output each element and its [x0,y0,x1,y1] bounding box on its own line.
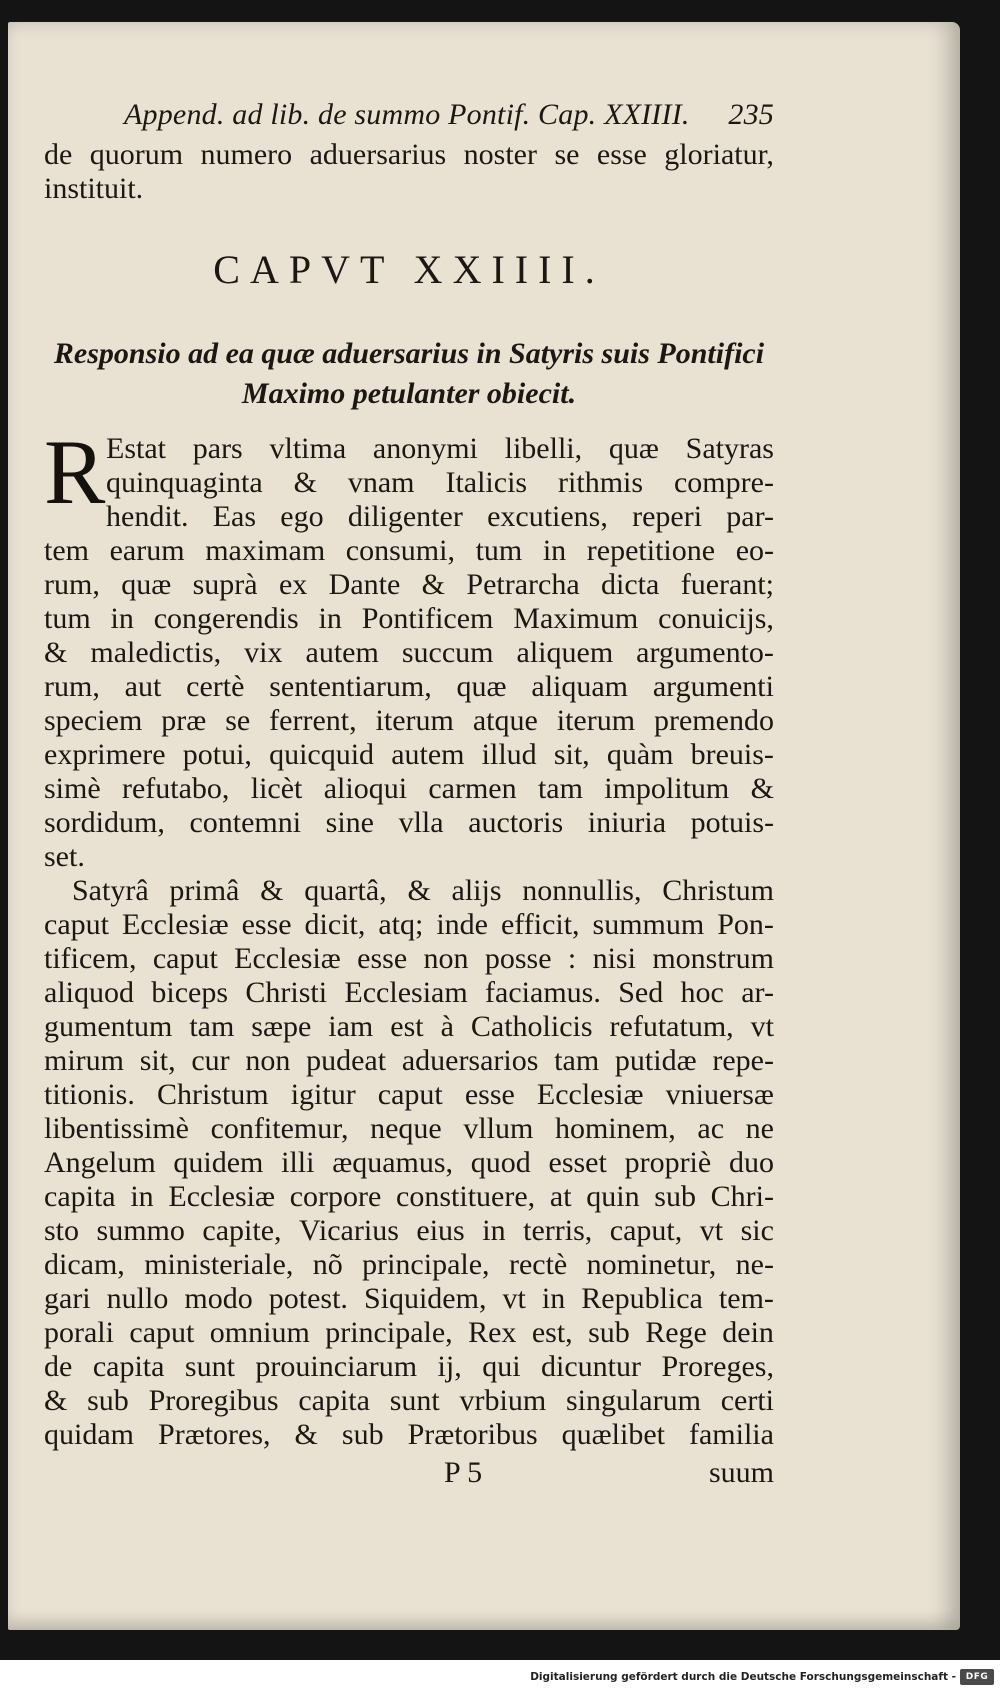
word: esse [464,1078,515,1111]
word: licèt [250,772,303,805]
word: Angelum [44,1146,156,1179]
word: libentissimè [44,1112,189,1145]
text-line [44,500,774,534]
word: Proreges, [661,1350,774,1383]
paragraph-1 [44,421,774,874]
word: in [110,602,134,635]
text-line: set. [44,840,85,873]
text-line [44,1384,774,1418]
word: repetitione [586,534,716,567]
word: rithmis [558,466,644,499]
word: omnium [209,1316,310,1349]
word: Ecclesiæ [168,1180,276,1213]
word: mirum [44,1044,124,1077]
word: congerendis [153,602,299,635]
word: par- [726,500,774,533]
carryover-text [44,138,774,206]
word: caput [152,942,218,975]
word: Christi [245,976,328,1009]
word: efficit, [500,908,580,941]
text-line [44,1180,774,1214]
word: sordidum, [44,806,165,839]
word: & [44,1384,68,1417]
word: Ecclesiæ [234,942,341,975]
word: vt [750,1010,774,1043]
word: aut [124,670,162,703]
word: igitur [290,1078,356,1111]
word: est [390,1010,424,1043]
word: caput, [609,1214,683,1247]
text-line [44,636,774,670]
word: dicta [601,568,660,601]
word: eo- [735,534,774,567]
word: confitemur, [210,1112,349,1145]
word: & [260,874,284,907]
word: hoc [680,976,724,1009]
word: vltima [269,432,347,465]
word: faciamus. [485,976,601,1009]
word: Prætoribus [407,1418,538,1451]
text-line: instituit. [44,172,144,205]
word: quod [470,1146,531,1179]
word: aliquod [44,976,134,1009]
word: ij, [437,1350,462,1383]
page-number: 235 [728,98,774,131]
word: Republica [581,1282,703,1315]
text-line [44,1146,774,1180]
word: Chri- [710,1180,774,1213]
word: eius [416,1214,465,1247]
text-line [44,534,774,568]
text-line [44,1350,774,1384]
word: certè [186,670,245,703]
word: capita [44,1180,116,1213]
word: principale, [325,1316,453,1349]
text-line [44,1248,774,1282]
word: à [440,1010,454,1043]
word: tum [475,534,523,567]
word: consumi, [345,534,455,567]
word: non [245,1044,291,1077]
word: nisi [592,942,636,975]
page-text-block [44,88,774,1494]
word: quæ [608,432,659,465]
word: familia [689,1418,774,1451]
word: Ecclesiam [344,976,468,1009]
word: porali [44,1316,114,1349]
word: tum [44,602,91,635]
word: sub [588,1316,630,1349]
text-line [44,138,774,172]
word: de [44,1350,73,1383]
text-line [44,1112,774,1146]
chapter-summary-line: Maximo petulanter obiecit. [241,377,577,410]
word: prouinciarum [255,1350,418,1383]
word: vnam [347,466,415,499]
word: : [567,942,577,975]
word: & [293,466,317,499]
word: exprimere [44,738,166,771]
word: Rex [468,1316,517,1349]
word: singularum [565,1384,701,1417]
word: dein [722,1316,774,1349]
word: Petrarcha [466,568,580,601]
word: sto [44,1214,80,1247]
word: esse [596,138,647,171]
paragraph-2 [44,874,774,1452]
word: in [542,534,567,567]
word: neque [370,1112,442,1145]
word: Eas [212,500,257,533]
word: hominem, [554,1112,676,1145]
text-line [44,568,774,602]
word: sub [654,1180,696,1213]
word: quæ [121,568,172,601]
word: vt [502,1282,526,1315]
word: potui, [182,738,252,771]
word: quidam [44,1418,134,1451]
text-line [44,602,774,636]
word: esset [548,1146,607,1179]
word: illi [281,1146,315,1179]
word: earum [109,534,185,567]
signature-line [44,1456,774,1494]
word: refutatum, [609,1010,734,1043]
text-line [44,738,774,772]
word: autem [391,738,465,771]
word: primâ [169,874,240,907]
word: repe- [712,1044,774,1077]
word: sit, [139,1044,176,1077]
word: ferrent, [269,704,357,737]
word: quartâ, [304,874,387,907]
word: sine [325,806,374,839]
running-head [44,88,774,138]
text-line [44,874,774,908]
word: cur [191,1044,230,1077]
word: impolitum [604,772,730,805]
word: rum, [44,670,100,703]
word: biceps [151,976,228,1009]
chapter-summary-line: Responsio ad ea quæ aduersarius in Satyris suis Pontifici [53,337,765,370]
word: quàm [606,738,674,771]
signature-mark: P 5 [444,1456,483,1489]
word: breuis- [690,738,774,771]
word: certi [720,1384,774,1417]
word: quinquaginta [106,466,263,499]
word: anonymi [372,432,478,465]
word: argumenti [652,670,774,703]
word: se [554,138,580,171]
word: præ [161,704,207,737]
word: ex [278,568,308,601]
word: Maximum [513,602,639,635]
dfg-logo: DFG [960,1669,994,1685]
word: iam [328,1010,374,1043]
word: gari [44,1282,91,1315]
text-line [44,1282,774,1316]
word: sunt [184,1350,235,1383]
word: atq; [378,908,424,941]
word: corpore [289,1180,382,1213]
word: Satyrâ [72,874,149,907]
word: aduersarios [401,1044,539,1077]
word: vllum [463,1112,534,1145]
word: Siquidem, [363,1282,487,1315]
word: ne- [735,1248,774,1281]
word: noster [463,138,537,171]
word: conuicijs, [658,602,774,635]
word: titionis. [44,1078,135,1111]
word: æquamus, [332,1146,454,1179]
word: non [423,942,469,975]
word: constituere, [396,1180,536,1213]
word: autem [305,636,379,669]
chapter-title: CAPVT XXIIII. [213,247,605,292]
word: sub [87,1384,129,1417]
word: diligenter [347,500,463,533]
word: iniuria [587,806,667,839]
word: Christum [662,874,774,907]
word: quorum [89,138,184,171]
word: principale, [362,1248,490,1281]
word: caput [44,908,109,941]
word: Vicarius [299,1214,399,1247]
word: quin [586,1180,640,1213]
word: modo [184,1282,253,1315]
word: se [225,704,251,737]
word: alijs [451,874,502,907]
word: ar- [741,976,774,1009]
funding-credit: Digitalisierung gefördert durch die Deutsche Forschungsgemeinschaft - [530,1671,956,1683]
word: Rege [645,1316,707,1349]
word: libelli, [504,432,583,465]
word: monstrum [652,942,774,975]
word: pars [192,432,243,465]
word: vrbium [459,1384,547,1417]
word: aliquem [516,636,614,669]
word: & [294,1418,318,1451]
text-line [44,976,774,1010]
word: tem- [718,1282,774,1315]
text-line [44,908,774,942]
word: compre- [673,466,774,499]
word: simè [44,772,101,805]
word: carmen [428,772,517,805]
word: iterum [375,704,454,737]
word: capite, [202,1214,282,1247]
word: ego [280,500,324,533]
word: aliquam [531,670,629,703]
word: & [750,772,774,805]
word: quælibet [561,1418,665,1451]
word: potest. [268,1282,348,1315]
text-line [44,466,774,500]
word: de [44,138,73,171]
word: duo [728,1146,774,1179]
word: inde [436,908,488,941]
word: sic [740,1214,774,1247]
word: in [318,602,342,635]
word: Estat [106,432,166,465]
word: summo [96,1214,185,1247]
word: tam [189,1010,235,1043]
word: capita [298,1384,370,1417]
word: rum, [44,568,100,601]
word: vniuersæ [665,1078,774,1111]
word: quicquid [269,738,375,771]
word: alioqui [323,772,408,805]
word: posse [484,942,552,975]
word: ministeriale, [144,1248,294,1281]
word: Ecclesiæ [121,908,229,941]
text-line [44,704,774,738]
word: tem [44,534,89,567]
word: & [44,636,68,669]
text-line [44,1010,774,1044]
word: maledictis, [90,636,222,669]
word: suprà [192,568,258,601]
word: Catholicis [470,1010,593,1043]
word: Satyras [685,432,774,465]
word: & [421,568,446,601]
word: tificem, [44,942,137,975]
word: dicuntur [541,1350,641,1383]
word: dicit, [304,908,366,941]
book-page [8,22,960,1630]
word: hendit. [106,500,189,533]
word: argumento- [636,636,774,669]
word: in [130,1180,154,1213]
word: tam [537,772,583,805]
word: gloriatur, [664,138,774,171]
word: capita [92,1350,165,1383]
word: nominetur, [586,1248,717,1281]
word: propriè [624,1146,712,1179]
word: iterum [556,704,636,737]
word: illud [481,738,537,771]
word: at [549,1180,572,1213]
word: sententiarum, [269,670,432,703]
word: numero [200,138,293,171]
word: putidæ [614,1044,697,1077]
word: maximam [205,534,326,567]
word: Sed [618,976,664,1009]
word: terris, [523,1214,593,1247]
text-line [44,432,774,466]
word: contemni [189,806,302,839]
word: nullo [106,1282,169,1315]
text-line [44,1418,774,1452]
text-line [44,1078,774,1112]
text-line [44,942,774,976]
word: in [482,1214,506,1247]
word: fuerant; [680,568,774,601]
word: vix [244,636,283,669]
drop-cap-initial: R [44,421,106,523]
word: atque [472,704,538,737]
word: Prætores, [158,1418,271,1451]
running-head-title: Append. ad lib. de summo Pontif. Cap. XXIIII. [124,98,690,131]
word: sæpe [251,1010,312,1043]
footer-bar [0,1660,1000,1697]
word: aduersarius [309,138,447,171]
word: caput [129,1316,195,1349]
text-line [44,1316,774,1350]
word: in [541,1282,566,1315]
word: ne [745,1112,774,1145]
word: Dante [328,568,401,601]
word: succum [401,636,494,669]
word: quæ [456,670,507,703]
word: auctoris [468,806,564,839]
word: summum [592,908,705,941]
text-line [44,1214,774,1248]
word: caput [377,1078,443,1111]
text-line [44,670,774,704]
word: dicam, [44,1248,125,1281]
word: gumentum [44,1010,173,1043]
word: vlla [398,806,444,839]
word: pudeat [306,1044,387,1077]
word: reperi [632,500,703,533]
text-line [44,806,774,840]
word: Proregibus [148,1384,279,1417]
text-line [44,772,774,806]
word: rectè [508,1248,568,1281]
catchword: suum [708,1456,774,1489]
word: Pontificem [361,602,494,635]
word: quidem [173,1146,264,1179]
word: potuis- [690,806,774,839]
word: excutiens, [487,500,608,533]
word: qui [482,1350,521,1383]
word: sit, [553,738,590,771]
word: esse [241,908,292,941]
word: sunt [389,1384,440,1417]
word: nonnullis, [522,874,642,907]
word: Pon- [717,908,774,941]
word: & [407,874,431,907]
text-line [44,1044,774,1078]
chapter-summary [44,334,774,414]
word: esse [357,942,408,975]
word: tam [554,1044,600,1077]
word: Christum [156,1078,269,1111]
word: sub [341,1418,384,1451]
word: ac [697,1112,725,1145]
word: vt [699,1214,724,1247]
word: Ecclesiæ [536,1078,644,1111]
word: speciem [44,704,143,737]
word: est, [531,1316,573,1349]
word: Italicis [445,466,528,499]
word: refutabo, [121,772,230,805]
word: premendo [654,704,774,737]
word: nõ [312,1248,343,1281]
